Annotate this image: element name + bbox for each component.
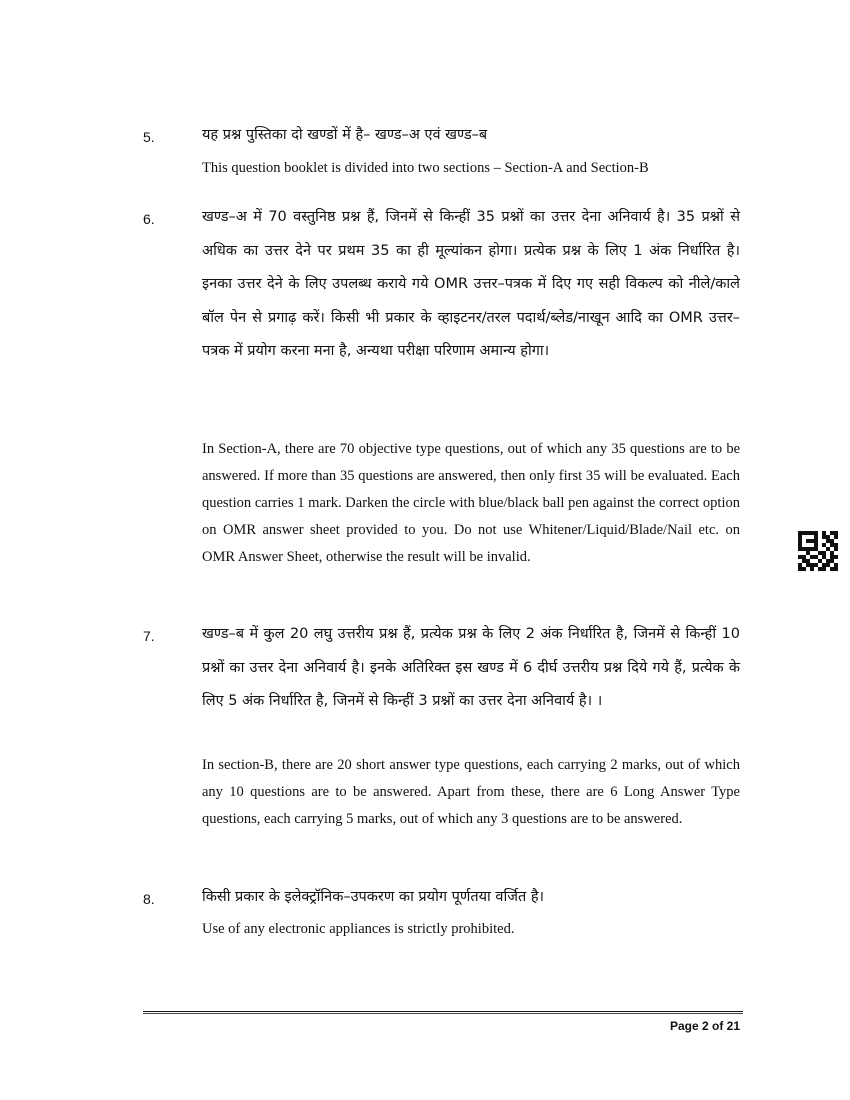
item-hindi-text: किसी प्रकार के इलेक्ट्रॉनिक–उपकरण का प्रयोग पूर्णतया वर्जित है। [202, 889, 545, 905]
item-number: 8. [143, 891, 155, 907]
item-hindi-text: यह प्रश्न पुस्तिका दो खण्डों में है– खण्ड–अ एवं खण्ड–ब [202, 127, 488, 143]
item-english-text: In Section-A, there are 70 objective type questions, out of which any 35 questions are to be answered. If more than 35 questions are answered, then only first 35 will be evaluated. Each question carries 1 mark. Darken the circle with blue/black ball pen against the correct option on OMR answer sheet provided to you. Do not use Whitener/Liquid/Blade/Nail etc. on OMR Answer Sheet, otherwise the result will be invalid. [202, 441, 740, 565]
qr-code-icon [798, 531, 838, 571]
item-english-text: Use of any electronic appliances is strictly prohibited. [202, 921, 515, 937]
item-english-text: This question booklet is divided into two sections – Section-A and Section-B [202, 160, 649, 176]
footer-divider-secondary [143, 1013, 743, 1014]
page-number: Page 2 of 21 [669, 1019, 740, 1033]
item-hindi-text: खण्ड–ब में कुल 20 लघु उत्तरीय प्रश्न हैं, प्रत्येक प्रश्न के लिए 2 अंक निर्धारित है, जिनमें से किन्हीं 10 प्रश्नों का उत्तर देना अनिवार्य है। इनके अतिरिक्त इस खण्ड में 6 दीर्घ उत्तरीय प्रश्न दिये गये हैं, प्रत्येक के लिए 5 अंक निर्धारित है, जिनमें से किन्हीं 3 प्रश्नों का उत्तर देना अनिवार्य है। । [202, 626, 740, 709]
item-number: 5. [143, 129, 155, 145]
item-hindi-text: खण्ड–अ में 70 वस्तुनिष्ठ प्रश्न हैं, जिनमें से किन्हीं 35 प्रश्नों का उत्तर देना अनिवार्य है। 35 प्रश्नों से अधिक का उत्तर देने पर प्रथम 35 का ही मूल्यांकन होगा। प्रत्येक प्रश्न के लिए 1 अंक निर्धारित है। इनका उत्तर देने के लिए उपलब्ध कराये गये OMR उत्तर–पत्रक में दिए गए सही विकल्प को नीले/काले बॉल पेन से प्रगाढ़ करें। किसी भी प्रकार के व्हाइटनर/तरल पदार्थ/ब्लेड/नाखून आदि का OMR उत्तर–पत्रक में प्रयोग करना मना है, अन्यथा परीक्षा परिणाम अमान्य होगा। [202, 209, 740, 359]
item-number: 6. [143, 211, 155, 227]
footer-divider [143, 1011, 743, 1012]
item-number: 7. [143, 628, 155, 644]
item-english-text: In section-B, there are 20 short answer type questions, each carrying 2 marks, out of which any 10 questions are to be answered. Apart from these, there are 6 Long Answer Type questions, each carrying 5 marks, out of which any 3 questions are to be answered. [202, 757, 740, 827]
